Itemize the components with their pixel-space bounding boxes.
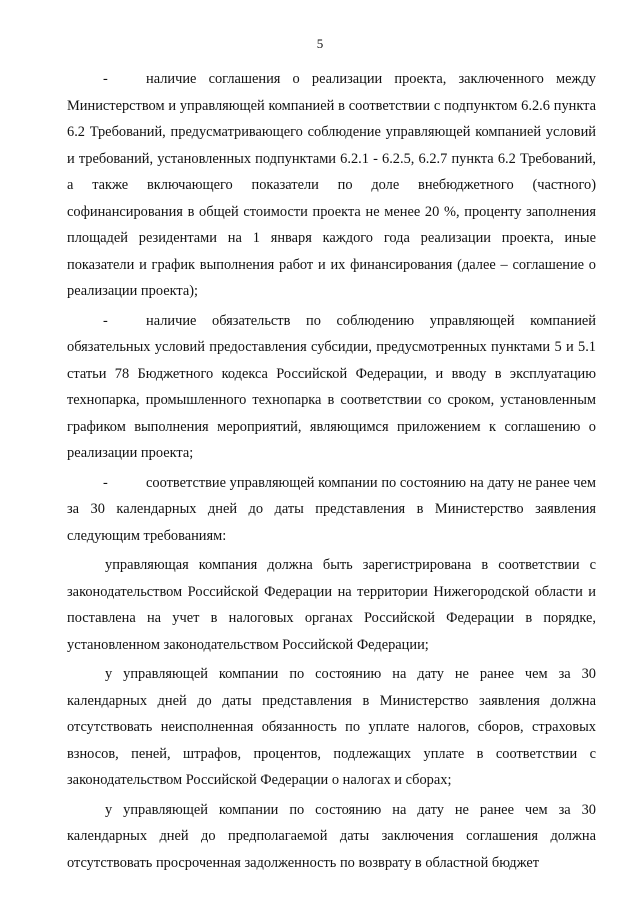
- paragraph-text: соответствие управляющей компании по состоянию на дату не ранее чем за 30 календарных дней до даты представления в Министерство заявления следующим требованиям:: [67, 474, 596, 544]
- paragraph-text: наличие соглашения о реализации проекта, заключенного между Министерством и управляющей компанией в соответствии с подпунктом 6.2.6 пункта 6.2 Требований, предусматривающего соблюдение управляющей компанией условий и требований, установленных подпунктами 6.2.1 - 6.2.5, 6.2.7 пункта 6.2 Требований, а также включающего показатели по доле внебюджетного (частного) софинансирования в общей стоимости проекта не менее 20 %, проценту заполнения площадей резидентами на 1 января каждого года реализации проекта, иные показатели и график выполнения работ и их финансирования (далее – соглашение о реализации проекта);: [67, 71, 596, 299]
- bullet-dash: -: [103, 474, 108, 491]
- document-body: [67, 66, 596, 876]
- paragraph: у управляющей компании по состоянию на дату не ранее чем за 30 календарных дней до предполагаемой даты заключения соглашения должна отсутствовать просроченная задолженность по возврату в областной бюджет: [67, 801, 596, 871]
- list-item: [67, 66, 596, 305]
- page-number: 5: [316, 36, 324, 51]
- paragraph-text: наличие обязательств по соблюдению управляющей компанией обязательных условий предоставления субсидии, предусмотренных пунктами 5 и 5.1 статьи 78 Бюджетного кодекса Российской Федерации, и вводу в эксплуатацию технопарка, промышленного технопарка в соответствии со сроком, установленным графиком выполнения мероприятий, являющимся приложением к соглашению о реализации проекта;: [67, 312, 596, 461]
- bullet-dash: -: [103, 71, 108, 87]
- bullet-dash: -: [103, 312, 108, 329]
- list-item: [67, 308, 596, 467]
- list-item: [67, 470, 596, 550]
- paragraph: управляющая компания должна быть зарегистрирована в соответствии с законодательством Российской Федерации на территории Нижегородской области и поставлена на учет в налоговых органах Российской Федерации в порядке, установленном законодательством Российской Федерации;: [67, 557, 596, 653]
- paragraph: у управляющей компании по состоянию на дату не ранее чем за 30 календарных дней до даты представления в Министерство заявления должна отсутствовать неисполненная обязанность по уплате налогов, сборов, страховых взносов, пеней, штрафов, процентов, подлежащих уплате в соответствии с законодательством Российской Федерации о налогах и сборах;: [67, 666, 596, 788]
